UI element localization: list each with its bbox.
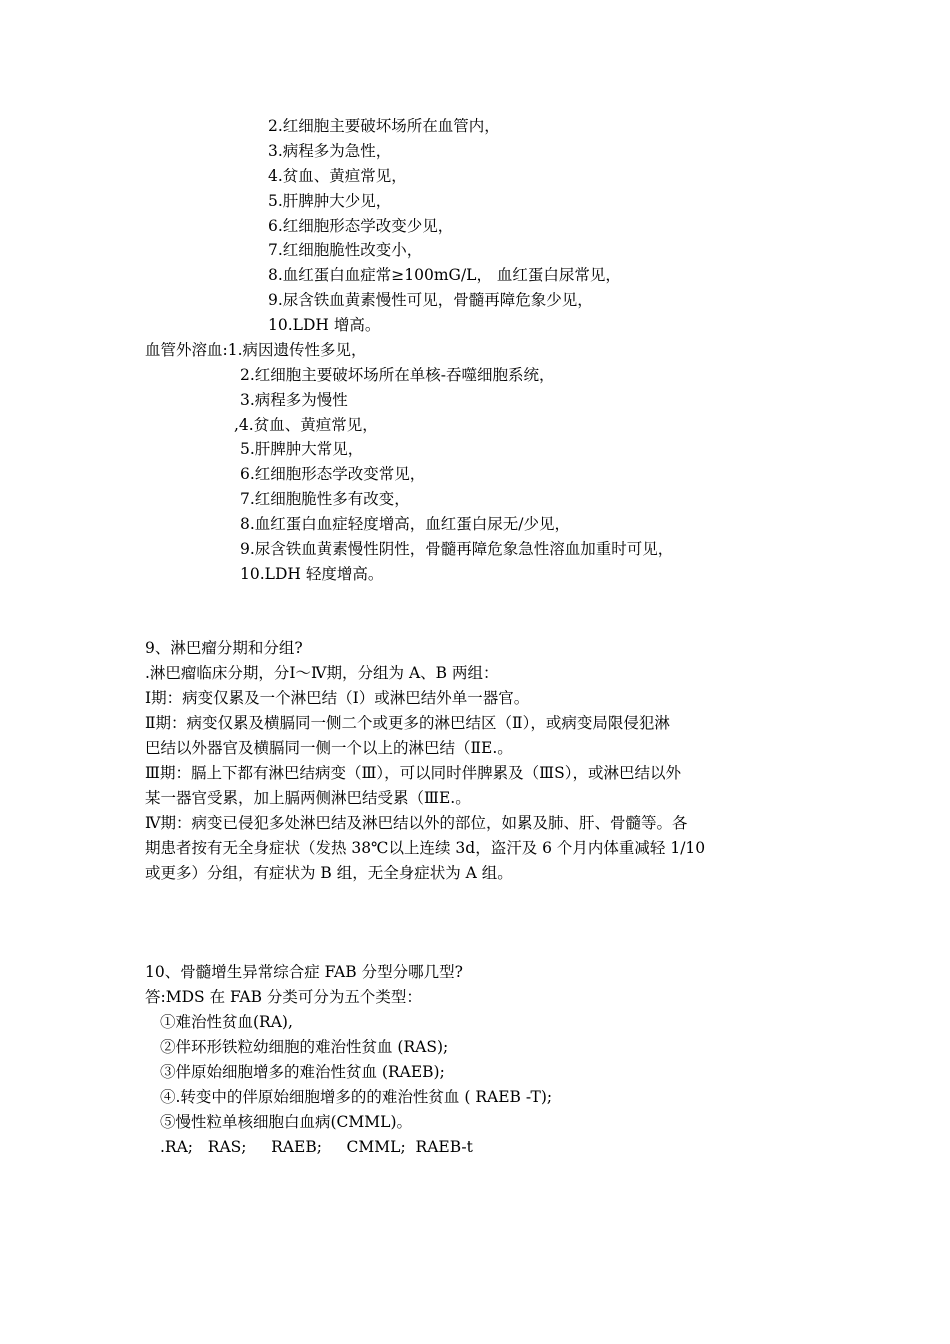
extravascular-item: 8.血红蛋白血症轻度增高，血红蛋白尿无/少见， bbox=[240, 515, 571, 533]
q10-title: 10、骨髓增生异常综合症 FAB 分型分哪几型? bbox=[145, 963, 463, 981]
extravascular-item: 2.红细胞主要破坏场所在单核-吞噬细胞系统， bbox=[240, 366, 555, 384]
intravascular-item: 2.红细胞主要破坏场所在血管内， bbox=[268, 117, 500, 135]
intravascular-item: 4.贫血、黄疸常见， bbox=[268, 167, 407, 185]
intravascular-item: 10.LDH 增高。 bbox=[268, 316, 381, 334]
q9-line: 某一器官受累，加上膈两侧淋巴结受累（ⅢE.。 bbox=[145, 789, 471, 807]
intravascular-item: 7.红细胞脆性改变小， bbox=[268, 241, 423, 259]
extravascular-item: 7.红细胞脆性多有改变， bbox=[240, 490, 410, 508]
extravascular-item: 3.病程多为慢性 bbox=[240, 391, 348, 409]
extravascular-heading: 血管外溶血:1.病因遗传性多见， bbox=[145, 341, 367, 359]
intravascular-item: 8.血红蛋白血症常≥100mG/L， 血红蛋白尿常见， bbox=[268, 266, 621, 284]
extravascular-item: 5.肝脾肿大常见， bbox=[240, 440, 364, 458]
q9-line: .淋巴瘤临床分期，分Ⅰ～Ⅳ期，分组为 A、B 两组： bbox=[145, 664, 499, 682]
intravascular-item: 3.病程多为急性， bbox=[268, 142, 392, 160]
q9-line: Ⅰ期：病变仅累及一个淋巴结（Ⅰ）或淋巴结外单一器官。 bbox=[145, 689, 530, 707]
extravascular-item: ,4.贫血、黄疸常见， bbox=[234, 416, 378, 434]
q9-title: 9、淋巴瘤分期和分组? bbox=[145, 639, 303, 657]
q9-line: Ⅲ期：膈上下都有淋巴结病变（Ⅲ），可以同时伴脾累及（ⅢS），或淋巴结以外 bbox=[145, 764, 681, 782]
q10-item: ②伴环形铁粒幼细胞的难治性贫血 (RAS); bbox=[160, 1038, 449, 1056]
q9-line: Ⅳ期：病变已侵犯多处淋巴结及淋巴结以外的部位，如累及肺、肝、骨髓等。各 bbox=[145, 814, 688, 832]
q9-line: 期患者按有无全身症状（发热 38℃以上连续 3d，盗汗及 6 个月内体重减轻 1/10 bbox=[145, 839, 706, 857]
q10-answer: 答:MDS 在 FAB 分类可分为五个类型： bbox=[145, 988, 422, 1006]
q10-item: ③伴原始细胞增多的难治性贫血 (RAEB); bbox=[160, 1063, 445, 1081]
q10-item: ①难治性贫血(RA), bbox=[160, 1013, 293, 1031]
extravascular-item: 10.LDH 轻度增高。 bbox=[240, 565, 384, 583]
intravascular-item: 6.红细胞形态学改变少见， bbox=[268, 217, 454, 235]
intravascular-item: 9.尿含铁血黄素慢性可见，骨髓再障危象少见， bbox=[268, 291, 593, 309]
q9-line: 或更多）分组，有症状为 B 组，无全身症状为 A 组。 bbox=[145, 864, 513, 882]
q10-abbrev-line: .RA; RAS; RAEB; CMML; RAEB-t bbox=[160, 1138, 473, 1156]
intravascular-item: 5.肝脾肿大少见， bbox=[268, 192, 392, 210]
q9-line: Ⅱ期：病变仅累及横膈同一侧二个或更多的淋巴结区（Ⅱ），或病变局限侵犯淋 bbox=[145, 714, 670, 732]
extravascular-item: 9.尿含铁血黄素慢性阴性，骨髓再障危象急性溶血加重时可见， bbox=[240, 540, 674, 558]
q10-item: ④.转变中的伴原始细胞增多的的难治性贫血 ( RAEB -T); bbox=[160, 1088, 553, 1106]
q10-item: ⑤慢性粒单核细胞白血病(CMML)。 bbox=[160, 1113, 412, 1131]
extravascular-item: 6.红细胞形态学改变常见， bbox=[240, 465, 426, 483]
q9-line: 巴结以外器官及横膈同一侧一个以上的淋巴结（ⅡE.。 bbox=[145, 739, 513, 757]
